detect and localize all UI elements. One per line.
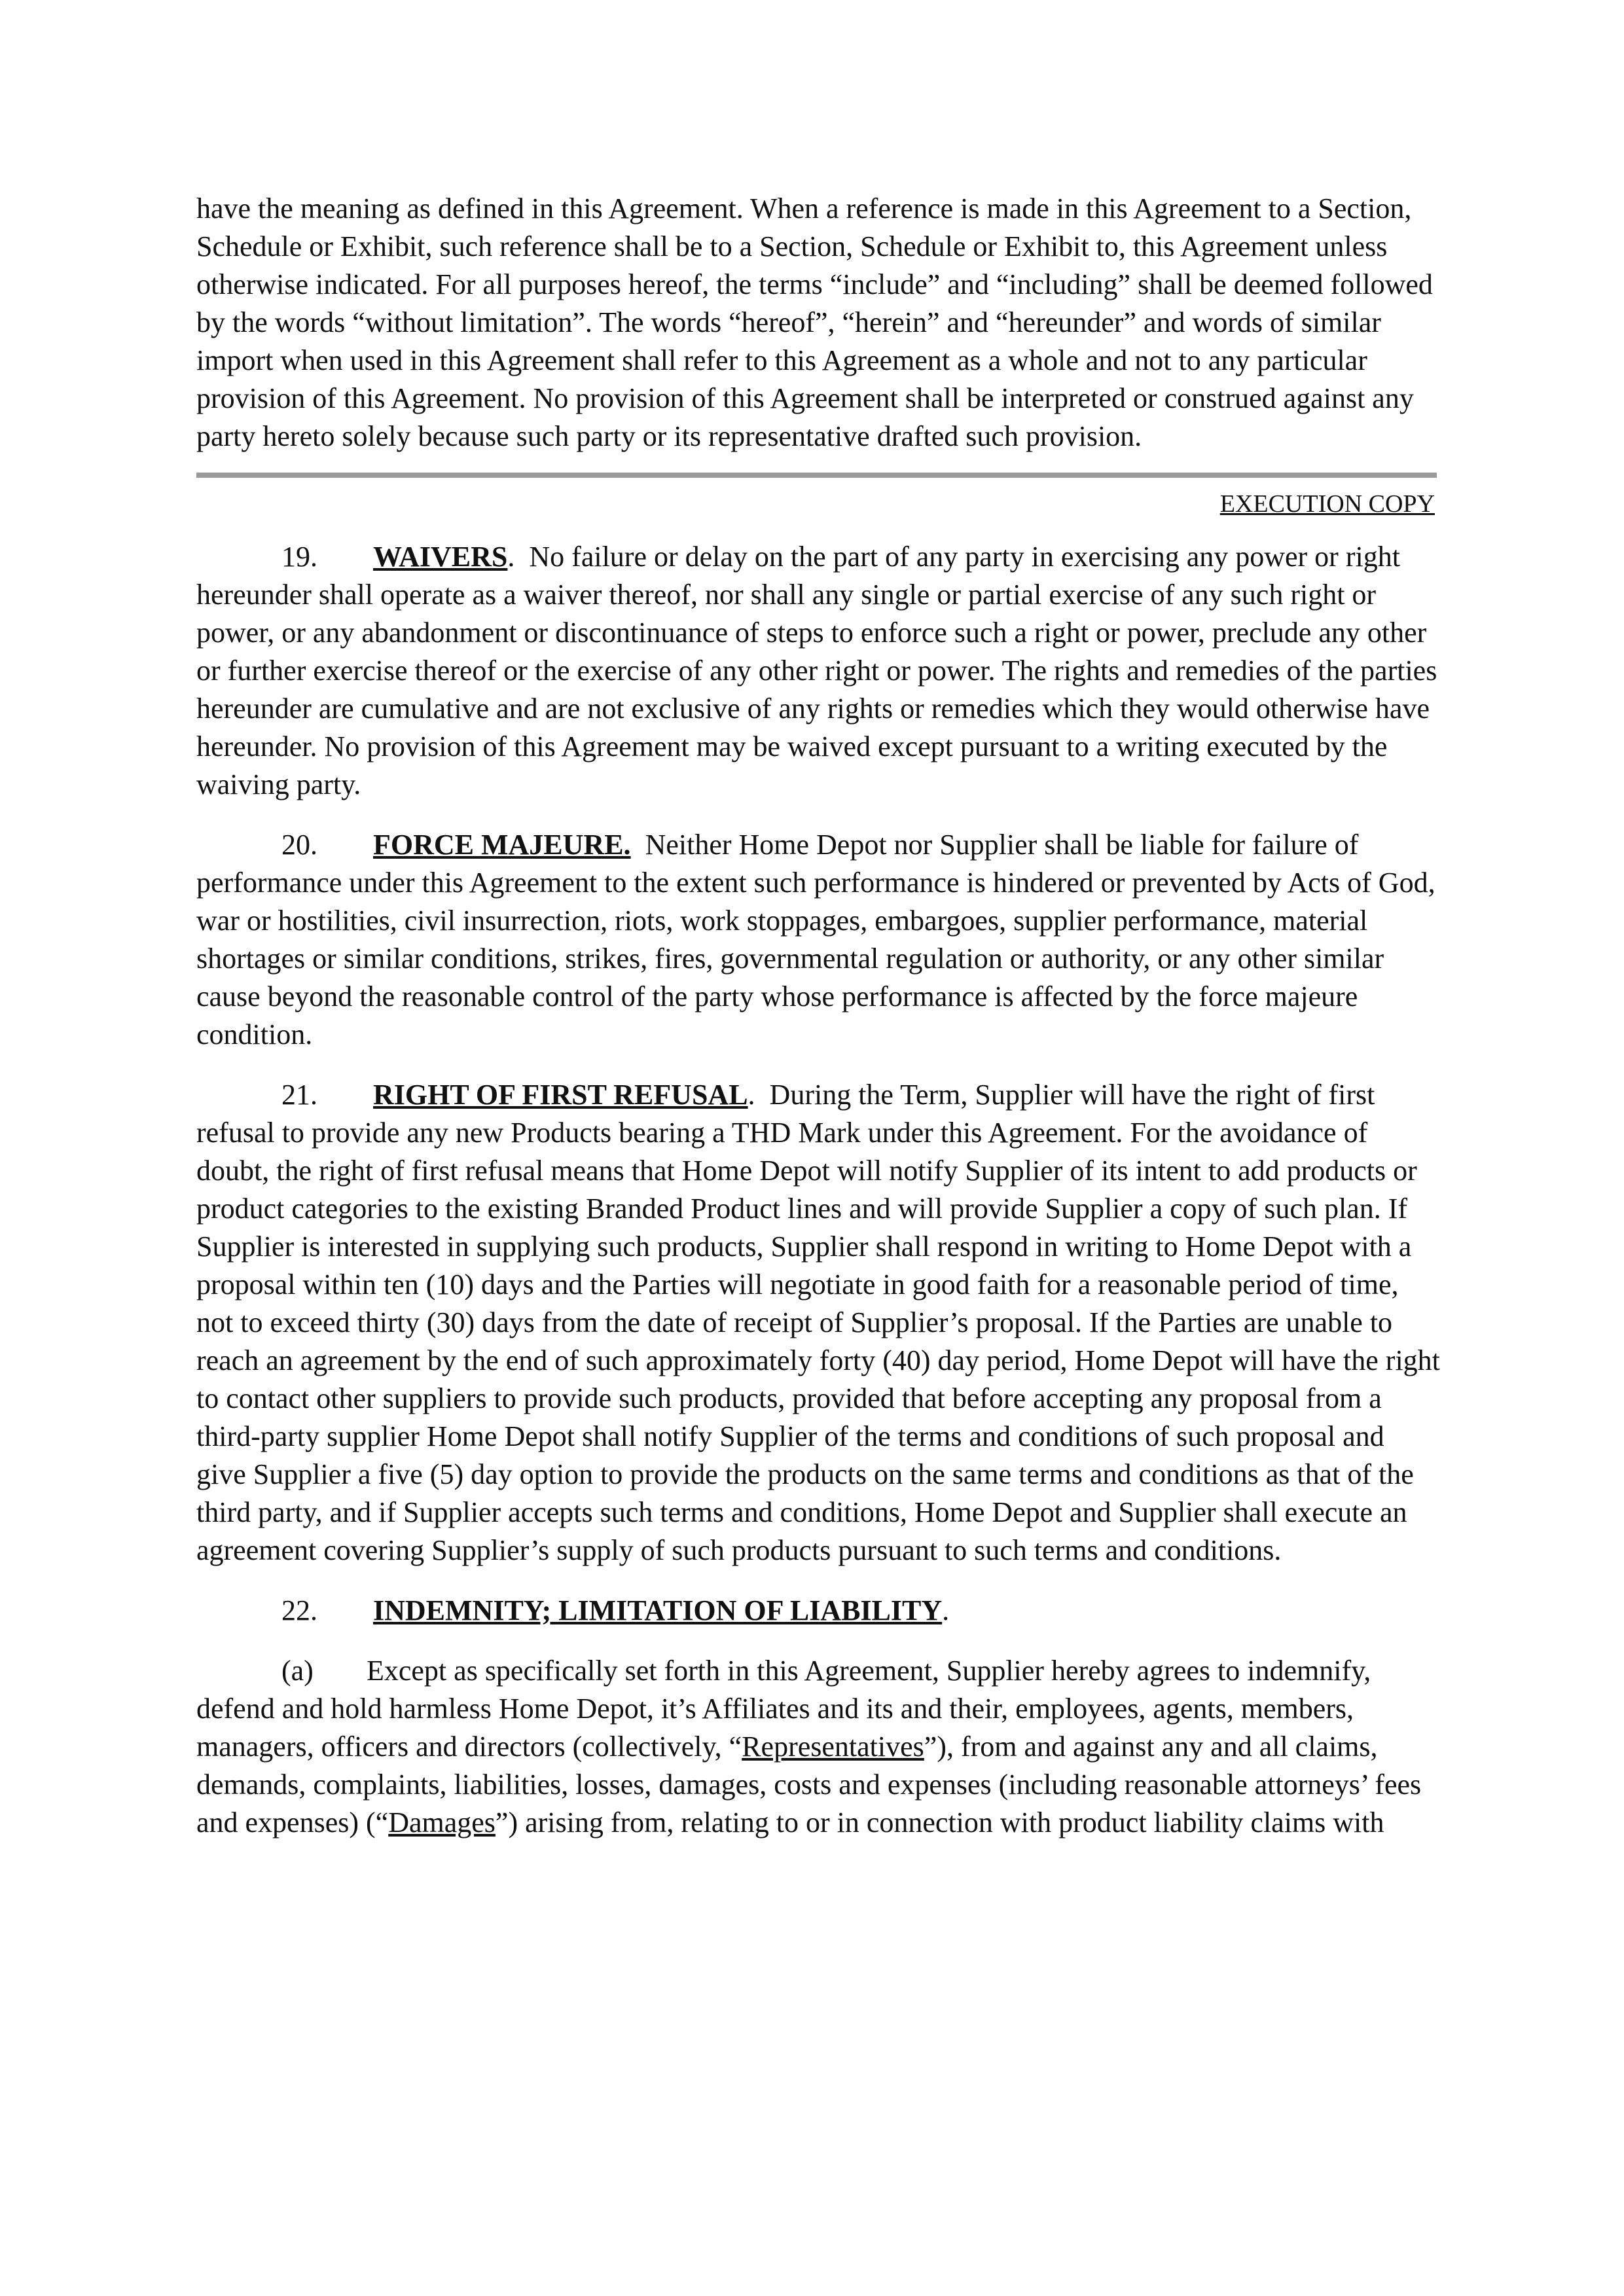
section-number: 19. xyxy=(281,541,317,573)
section-19-waivers xyxy=(196,538,1440,804)
defined-term-damages: Damages xyxy=(388,1806,496,1839)
heading-punctuation: . xyxy=(942,1594,950,1626)
heading-punctuation: . xyxy=(748,1079,755,1111)
section-heading: WAIVERS xyxy=(373,541,508,573)
execution-copy-header: EXECUTION COPY xyxy=(1219,490,1435,518)
page-break-rule xyxy=(196,473,1437,478)
section-number: 21. xyxy=(281,1079,317,1111)
section-body: During the Term, Supplier will have the right of first refusal to provide any new Products bearing a THD Mark under this Agreement. For the avoidance of doubt, the right of first refusal means that Home Depot will notify Supplier of its intent to add products or product categories to the existing Branded Product lines and will provide Supplier a copy of such plan. If Supplier is interested in supplying such products, Supplier shall respond in writing to Home Depot with a proposal within ten (10) days and the Parties will negotiate in good faith for a reasonable period of time, not to exceed thirty (30) days from the date of receipt of Supplier’s proposal. If the Parties are unable to reach an agreement by the end of such approximately forty (40) day period, Home Depot will have the right to contact other suppliers to provide such products, provided that before accepting any proposal from a third-party supplier Home Depot shall notify Supplier of the terms and conditions of such proposal and give Supplier a five (5) day option to provide the products on the same terms and conditions as that of the third party, and if Supplier accepts such terms and conditions, Home Depot and Supplier shall execute an agreement covering Supplier’s supply of such products pursuant to such terms and conditions. xyxy=(196,1079,1440,1566)
section-body: Neither Home Depot nor Supplier shall be liable for failure of performance under this Agreement to the extent such performance is hindered or prevented by Acts of God, war or hostilities, civil insurrection, riots, work stoppages, embargoes, supplier performance, material shortages or similar conditions, strikes, fires, governmental regulation or authority, or any other similar cause beyond the reasonable control of the party whose performance is affected by the force majeure condition. xyxy=(196,829,1435,1050)
heading-punctuation: . xyxy=(507,541,515,573)
intro-paragraph: have the meaning as defined in this Agreement. When a reference is made in this Agreement to a Section, Schedule or Exhibit, such reference shall be to a Section, Schedule or Exhibit to, this Agreement unless otherwise indicated. For all purposes hereof, the terms “include” and “including” shall be deemed followed by the words “without limitation”. The words “hereof”, “herein” and “hereunder” and words of similar import when used in this Agreement shall refer to this Agreement as a whole and not to any particular provision of this Agreement. No provision of this Agreement shall be interpreted or construed against any party hereto solely because such party or its representative drafted such provision. xyxy=(196,192,1433,452)
subsection-text-part2: ”), from and against any and all claims, demands, complaints, liabilities, losses, damages, costs and expenses (including reasonable attorneys’ fees and expenses) (“ xyxy=(196,1731,1422,1839)
document-page xyxy=(196,190,1440,1864)
section-body: No failure or delay on the part of any party in exercising any power or right hereunder shall operate as a waiver thereof, nor shall any single or partial exercise of any such right or power, or any abandonment or discontinuance of steps to enforce such a right or power, preclude any other or further exercise thereof or the exercise of any other right or power. The rights and remedies of the parties hereunder are cumulative and are not exclusive of any rights or remedies which they would otherwise have hereunder. No provision of this Agreement may be waived except pursuant to a writing executed by the waiving party. xyxy=(196,541,1437,800)
section-number: 20. xyxy=(281,829,317,861)
defined-term-representatives: Representatives xyxy=(742,1731,924,1763)
section-number: 22. xyxy=(281,1594,317,1626)
section-heading: INDEMNITY; LIMITATION OF LIABILITY xyxy=(373,1594,943,1626)
section-20-force-majeure xyxy=(196,826,1440,1054)
subsection-text-part3: ”) arising from, relating to or in connection with product liability claims with xyxy=(495,1806,1384,1839)
section-heading: RIGHT OF FIRST REFUSAL xyxy=(373,1079,748,1111)
subsection-text-part1: Except as specifically set forth in this Agreement, Supplier hereby agrees to indemnify, defend and hold harmless Home Depot, it’s Affiliates and its and their, employees, agents, members, managers, officers and directors (collectively, “ xyxy=(196,1655,1371,1763)
section-22-indemnity xyxy=(196,1592,1440,1630)
section-heading: FORCE MAJEURE. xyxy=(373,829,631,861)
subsection-label: (a) xyxy=(281,1655,314,1687)
section-21-right-of-first-refusal xyxy=(196,1076,1440,1570)
section-22a-paragraph xyxy=(196,1652,1440,1842)
